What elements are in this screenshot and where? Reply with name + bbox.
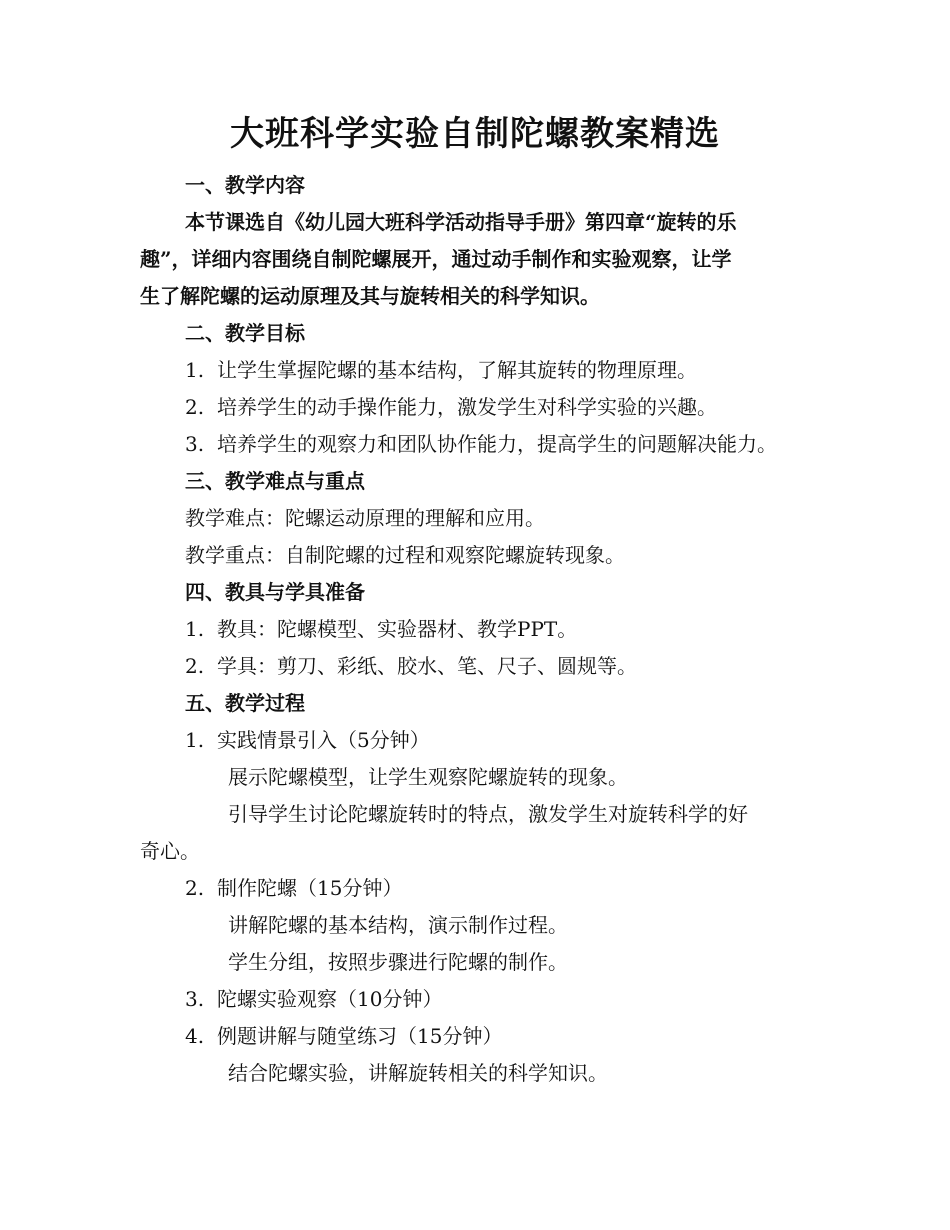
section-heading-goals: 二、教学目标 — [185, 321, 305, 345]
materials-item — [185, 651, 637, 681]
process-step-number: 4. — [185, 1024, 205, 1048]
process-step-detail: 引导学生讨论陀螺旋转时的特点，激发学生对旋转科学的好 — [228, 802, 748, 826]
goal-item — [185, 429, 777, 459]
process-step-detail: 结合陀螺实验，讲解旋转相关的科学知识。 — [228, 1061, 608, 1085]
process-step-number: 3. — [185, 987, 205, 1011]
content-paragraph-line-2: 趣”，详细内容围绕自制陀螺展开，通过动手制作和实验观察，让学 — [140, 247, 732, 271]
goal-item-number: 1. — [185, 358, 205, 382]
document-title: 大班科学实验自制陀螺教案精选 — [230, 114, 720, 154]
process-step-number: 1. — [185, 728, 205, 752]
section-heading-process: 五、教学过程 — [185, 691, 305, 715]
goal-item — [185, 392, 717, 422]
goal-item-text: 培养学生的动手操作能力，激发学生对科学实验的兴趣。 — [217, 395, 717, 419]
goal-item — [185, 355, 697, 385]
process-step — [185, 984, 442, 1014]
section-heading-materials: 四、教具与学具准备 — [185, 580, 365, 604]
process-step-text: 陀螺实验观察（10分钟） — [217, 987, 443, 1011]
teaching-difficulty: 教学难点：陀螺运动原理的理解和应用。 — [185, 506, 545, 530]
process-step-detail: 展示陀螺模型，让学生观察陀螺旋转的现象。 — [228, 765, 628, 789]
process-step-text: 例题讲解与随堂练习（15分钟） — [217, 1024, 503, 1048]
section-heading-content: 一、教学内容 — [185, 173, 305, 197]
goal-item-number: 3. — [185, 432, 205, 456]
materials-item-number: 2. — [185, 654, 205, 678]
goal-item-number: 2. — [185, 395, 205, 419]
process-step — [185, 873, 402, 903]
process-step — [185, 1021, 502, 1051]
process-step-text: 制作陀螺（15分钟） — [217, 876, 403, 900]
materials-item-number: 1. — [185, 617, 205, 641]
process-step-detail-continued: 奇心。 — [140, 839, 200, 863]
goal-item-text: 让学生掌握陀螺的基本结构，了解其旋转的物理原理。 — [217, 358, 697, 382]
process-step-detail: 讲解陀螺的基本结构，演示制作过程。 — [228, 913, 568, 937]
materials-item-text: 教具：陀螺模型、实验器材、教学PPT。 — [217, 617, 578, 641]
materials-item — [185, 614, 577, 644]
section-heading-difficulty: 三、教学难点与重点 — [185, 469, 365, 493]
teaching-key-point: 教学重点：自制陀螺的过程和观察陀螺旋转现象。 — [185, 543, 625, 567]
content-paragraph-line-1: 本节课选自《幼儿园大班科学活动指导手册》第四章“旋转的乐 — [185, 210, 737, 234]
process-step-number: 2. — [185, 876, 205, 900]
process-step-text: 实践情景引入（5分钟） — [217, 728, 430, 752]
process-step-detail: 学生分组，按照步骤进行陀螺的制作。 — [228, 950, 568, 974]
goal-item-text: 培养学生的观察力和团队协作能力，提高学生的问题解决能力。 — [217, 432, 777, 456]
process-step — [185, 725, 430, 755]
content-paragraph-line-3: 生了解陀螺的运动原理及其与旋转相关的科学知识。 — [140, 284, 600, 308]
materials-item-text: 学具：剪刀、彩纸、胶水、笔、尺子、圆规等。 — [217, 654, 637, 678]
